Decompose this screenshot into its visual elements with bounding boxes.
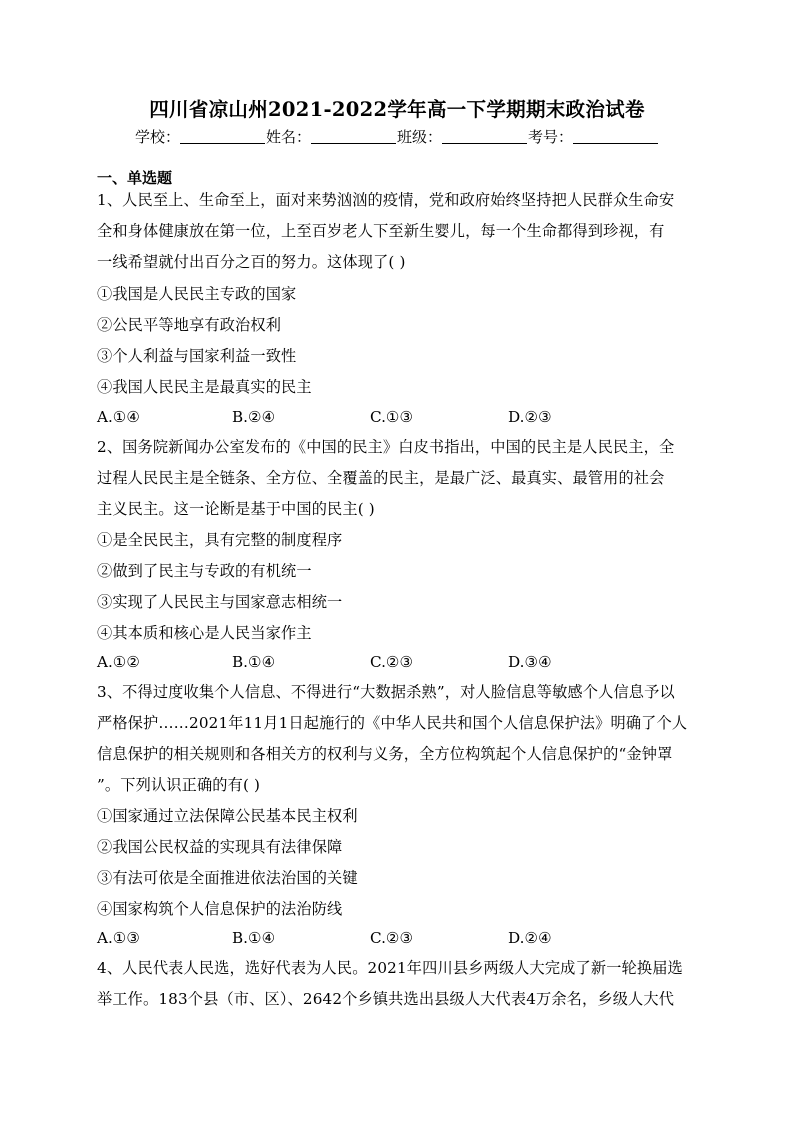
section-heading: 一、单选题 [97, 169, 173, 187]
question-1-option-d[interactable]: D.②③ [508, 408, 552, 426]
question-3-stem-line: 严格保护……2021年11月1日起施行的《中华人民共和国个人信息保护法》明确了个人 [97, 714, 688, 732]
question-2-option-d[interactable]: D.③④ [508, 653, 552, 671]
question-3-stem-line: ”。下列认识正确的有( ) [97, 776, 261, 794]
question-3-item: ④国家构筑个人信息保护的法治防线 [97, 900, 343, 918]
question-1-stem-line: 一线希望就付出百分之百的努力。这体现了( ) [97, 253, 406, 271]
question-2-option-b[interactable]: B.①④ [232, 653, 276, 671]
question-1-stem-line: 1、人民至上、生命至上，面对来势汹汹的疫情，党和政府始终坚持把人民群众生命安 [97, 191, 675, 209]
class-label: 班级： [397, 128, 443, 146]
question-1-item: ④我国人民民主是最真实的民主 [97, 378, 312, 396]
exam-title: 四川省凉山州2021-2022学年高一下学期期末政治试卷 [149, 98, 645, 121]
school-label: 学校： [134, 128, 180, 146]
name-blank[interactable] [311, 129, 396, 144]
question-2-item: ①是全民民主，具有完整的制度程序 [97, 531, 343, 549]
class-blank[interactable] [442, 129, 527, 144]
question-2-option-a[interactable]: A.①② [97, 653, 141, 671]
name-label: 姓名： [265, 128, 311, 146]
school-blank[interactable] [180, 129, 265, 144]
question-1-item: ③个人利益与国家利益一致性 [97, 347, 297, 365]
question-3-option-b[interactable]: B.①④ [232, 929, 276, 947]
question-2-stem-line: 2、国务院新闻办公室发布的《中国的民主》白皮书指出，中国的民主是人民民主，全 [97, 438, 675, 456]
question-3-option-a[interactable]: A.①③ [97, 929, 141, 947]
question-1-item: ②公民平等地享有政治权利 [97, 316, 282, 334]
question-2-item: ③实现了人民民主与国家意志相统一 [97, 593, 343, 611]
question-1-stem-line: 全和身体健康放在第一位，上至百岁老人下至新生婴儿，每一个生命都得到珍视，有 [97, 222, 665, 240]
question-3-item: ②我国公民权益的实现具有法律保障 [97, 838, 343, 856]
question-3-item: ①国家通过立法保障公民基本民主权利 [97, 807, 358, 825]
question-3-stem-line: 信息保护的相关规则和各相关方的权利与义务，全方位构筑起个人信息保护的“金钟罩 [97, 745, 673, 763]
question-3-item: ③有法可依是全面推进依法治国的关键 [97, 869, 358, 887]
number-blank[interactable] [573, 129, 658, 144]
question-3-stem-line: 3、不得过度收集个人信息、不得进行“大数据杀熟”，对人脸信息等敏感个人信息予以 [97, 683, 675, 701]
student-info-row [0, 126, 794, 147]
question-2-stem-line: 过程人民民主是全链条、全方位、全覆盖的民主，是最广泛、最真实、最管用的社会 [97, 469, 665, 487]
question-1-option-a[interactable]: A.①④ [97, 408, 141, 426]
question-1-item: ①我国是人民民主专政的国家 [97, 285, 297, 303]
question-4-stem-line: 举工作。183个县（市、区）、2642个乡镇共选出县级人大代表4万余名，乡级人大代 [97, 990, 675, 1008]
question-2-item: ④其本质和核心是人民当家作主 [97, 624, 312, 642]
question-4-stem-line: 4、人民代表人民选，选好代表为人民。2021年四川县乡两级人大完成了新一轮换届选 [97, 959, 683, 977]
question-2-item: ②做到了民主与专政的有机统一 [97, 562, 312, 580]
question-2-stem-line: 主义民主。这一论断是基于中国的民主( ) [97, 500, 375, 518]
number-label: 考号： [528, 128, 574, 146]
question-2-option-c[interactable]: C.②③ [370, 653, 414, 671]
question-3-option-c[interactable]: C.②③ [370, 929, 414, 947]
question-1-option-c[interactable]: C.①③ [370, 408, 414, 426]
question-1-option-b[interactable]: B.②④ [232, 408, 276, 426]
question-3-option-d[interactable]: D.②④ [508, 929, 552, 947]
